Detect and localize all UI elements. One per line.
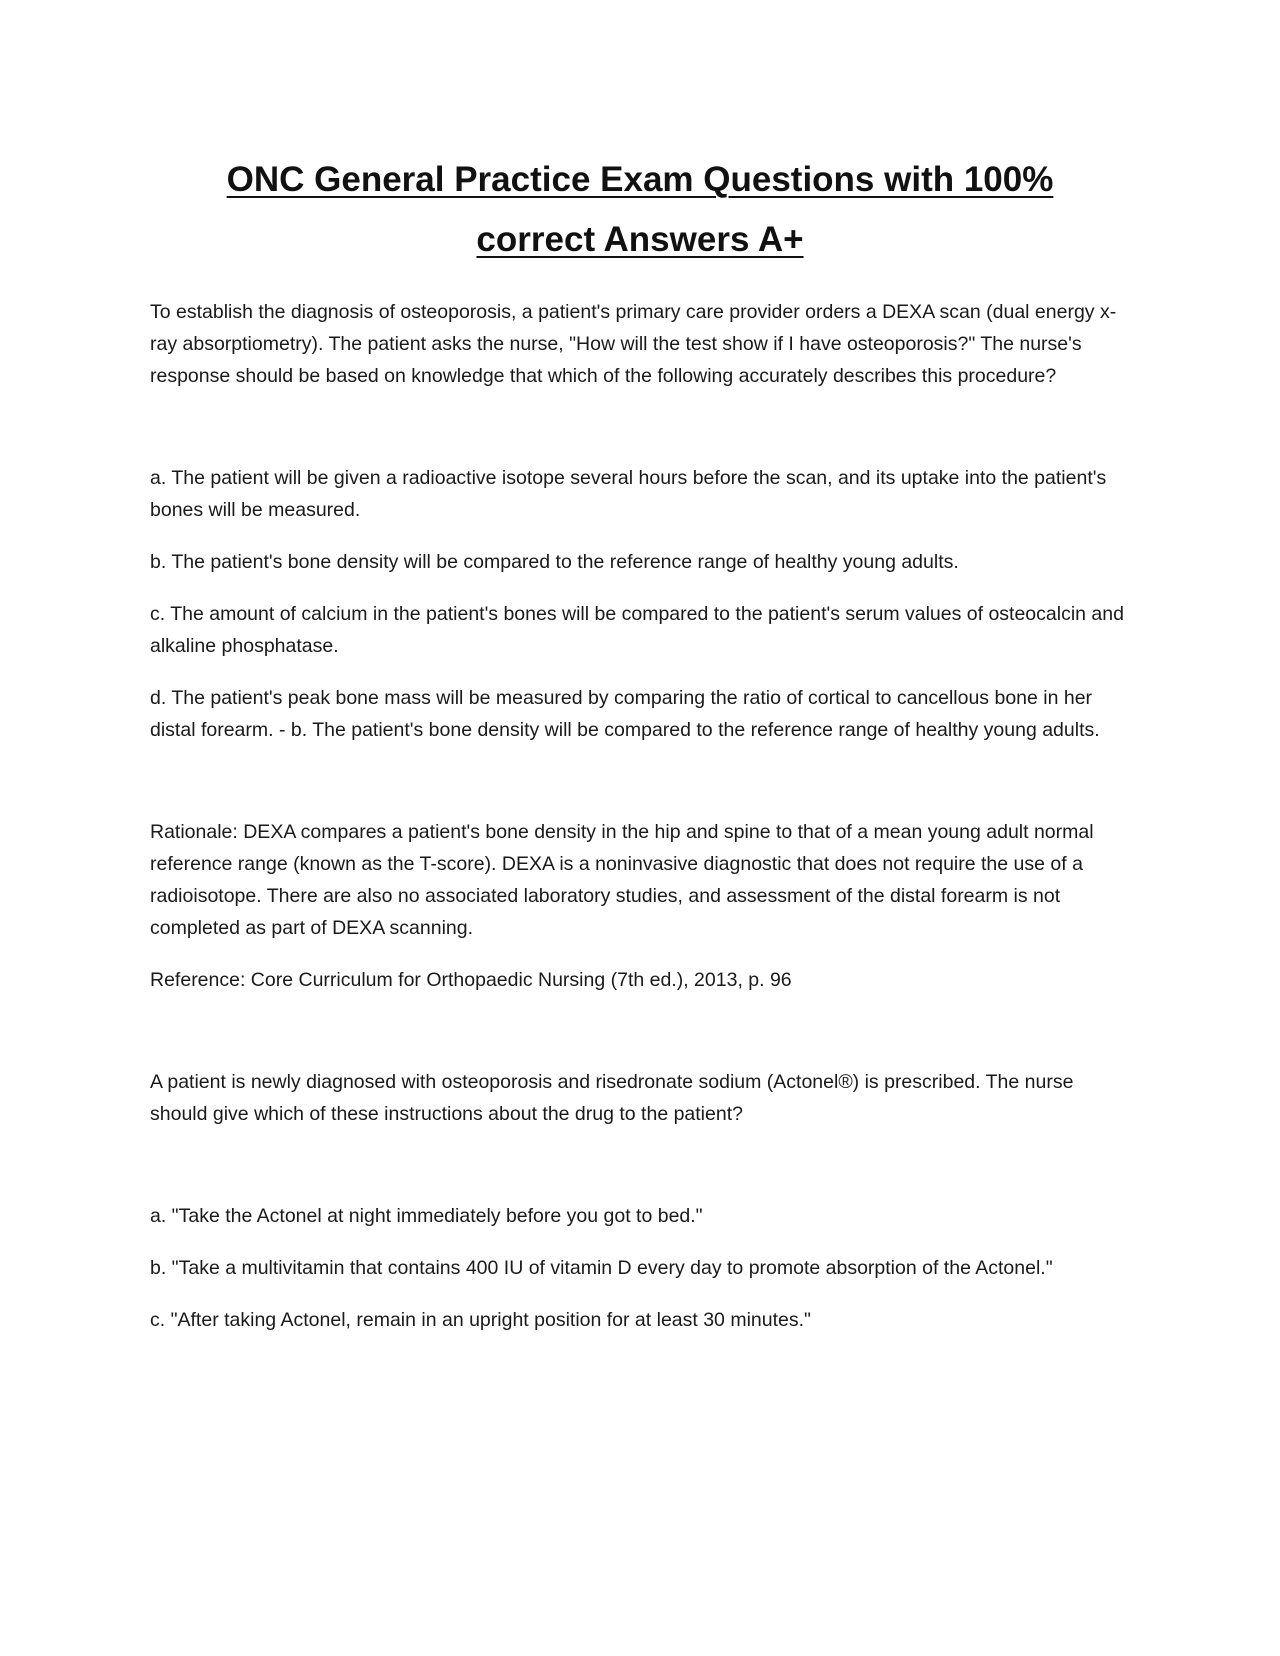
question-1-option-d: d. The patient's peak bone mass will be measured by comparing the ratio of cortical to cancellous bone in her distal forearm. - b. The patient's bone density will be compared to the reference range of healthy young adults.: [150, 687, 1100, 741]
title-line-2: correct Answers A+: [476, 220, 804, 259]
question-2-stem: A patient is newly diagnosed with osteoporosis and risedronate sodium (Actonel®) is prescribed. The nurse should give which of these instructions about the drug to the patient?: [150, 1071, 1074, 1125]
question-1-option-a: a. The patient will be given a radioactive isotope several hours before the scan, and its uptake into the patient's bones will be measured.: [150, 467, 1107, 521]
question-1-reference: Reference: Core Curriculum for Orthopaedic Nursing (7th ed.), 2013, p. 96: [150, 969, 792, 991]
question-1-option-c: c. The amount of calcium in the patient's bones will be compared to the patient's serum values of osteocalcin and alkaline phosphatase.: [150, 603, 1124, 657]
question-1-option-b: b. The patient's bone density will be compared to the reference range of healthy young adults.: [150, 551, 959, 573]
title-line-1: ONC General Practice Exam Questions with 100%: [226, 160, 1054, 199]
question-2-option-c: c. "After taking Actonel, remain in an upright position for at least 30 minutes.": [150, 1309, 811, 1331]
question-1-rationale: Rationale: DEXA compares a patient's bone density in the hip and spine to that of a mean young adult normal reference range (known as the T-score). DEXA is a noninvasive diagnostic that does not require the use of a radioisotope. There are also no associated laboratory studies, and assessment of the distal forearm is not completed as part of DEXA scanning.: [150, 821, 1094, 939]
question-1-stem: To establish the diagnosis of osteoporosis, a patient's primary care provider orders a DEXA scan (dual energy x-ray absorptiometry). The patient asks the nurse, "How will the test show if I have osteoporosis?" The nurse's response should be based on knowledge that which of the following accurately describes this procedure?: [150, 301, 1117, 387]
question-2-option-b: b. "Take a multivitamin that contains 400 IU of vitamin D every day to promote absorption of the Actonel.": [150, 1257, 1053, 1279]
page-title: [150, 150, 1130, 270]
document-page: [150, 150, 1130, 1336]
question-2-option-a: a. "Take the Actonel at night immediately before you got to bed.": [150, 1205, 703, 1227]
